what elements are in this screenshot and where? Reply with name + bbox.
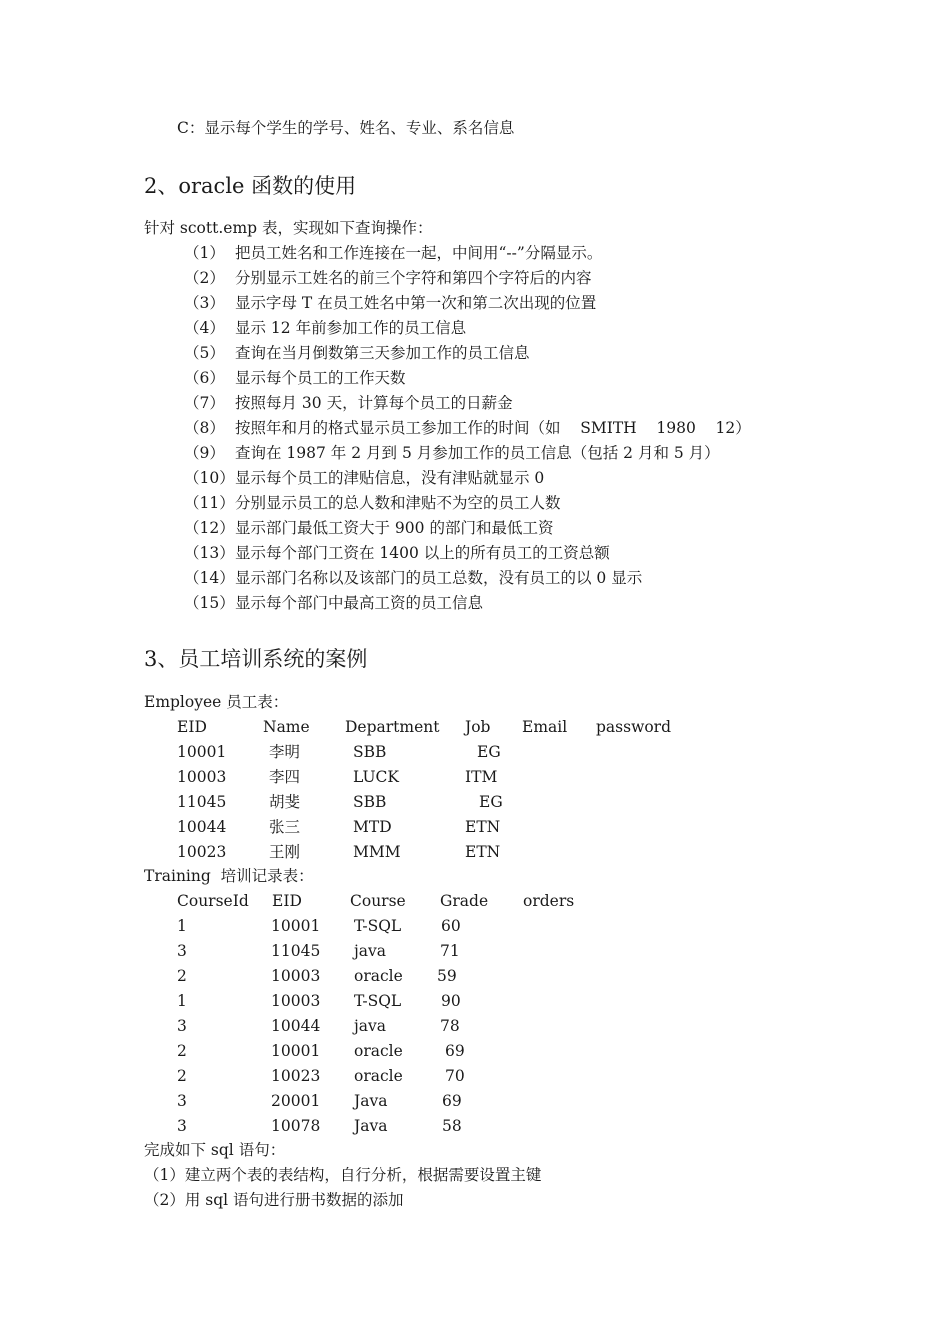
- table-cell: Java: [354, 1117, 388, 1135]
- list-item-number: （11）: [184, 494, 235, 512]
- list-item-text: 把员工姓名和工作连接在一起，中间用“--”分隔显示。: [235, 244, 603, 262]
- table-cell: 78: [440, 1017, 460, 1035]
- table-cell: 10078: [271, 1117, 321, 1135]
- list-item-number: （8）: [184, 419, 225, 437]
- table-cell: oracle: [354, 1042, 403, 1060]
- table-cell: oracle: [354, 1067, 403, 1085]
- list-item-number: （6）: [184, 369, 225, 387]
- table-cell: 10001: [177, 743, 227, 761]
- table-cell: java: [354, 942, 387, 960]
- training-table-title: Training 培训记录表：: [144, 867, 314, 885]
- section2-heading: 2、oracle 函数的使用: [144, 174, 357, 198]
- list-item-text: 显示部门最低工资大于 900 的部门和最低工资: [235, 519, 554, 537]
- list-item-number: （3）: [184, 294, 225, 312]
- table-cell: 11045: [271, 942, 321, 960]
- table-cell: MTD: [353, 818, 392, 836]
- table-cell: 李四: [269, 768, 301, 786]
- list-item-text: 按照每月 30 天，计算每个员工的日薪金: [235, 394, 513, 412]
- table-cell: SBB: [353, 793, 387, 811]
- list-item-text: 显示每个员工的工作天数: [235, 369, 406, 387]
- table-cell: 69: [442, 1092, 462, 1110]
- table-cell: 3: [177, 942, 187, 960]
- table-cell: 3: [177, 1092, 187, 1110]
- tasks-title: 完成如下 sql 语句：: [144, 1141, 286, 1159]
- list-item-number: （1）: [184, 244, 225, 262]
- table-cell: 3: [177, 1017, 187, 1035]
- table-cell: 10001: [271, 917, 321, 935]
- column-header: password: [596, 718, 672, 736]
- column-header: orders: [523, 892, 575, 910]
- table-cell: 69: [445, 1042, 465, 1060]
- table-cell: EG: [477, 743, 501, 761]
- table-cell: 胡斐: [269, 793, 301, 811]
- column-header: EID: [272, 892, 302, 910]
- table-cell: 11045: [177, 793, 227, 811]
- section3-heading: 3、员工培训系统的案例: [144, 647, 368, 671]
- table-cell: Java: [354, 1092, 388, 1110]
- table-cell: 1: [177, 992, 187, 1010]
- table-cell: T-SQL: [354, 917, 402, 935]
- table-cell: 10023: [177, 843, 227, 861]
- table-cell: 59: [437, 967, 457, 985]
- list-item-text: 分别显示工姓名的前三个字符和第四个字符后的内容: [235, 269, 592, 287]
- table-cell: 10003: [271, 992, 321, 1010]
- table-cell: EG: [479, 793, 503, 811]
- table-cell: 张三: [269, 818, 301, 836]
- column-header: CourseId: [177, 892, 249, 910]
- list-item-number: （14）: [184, 569, 235, 587]
- list-item-text: 显示每个部门工资在 1400 以上的所有员工的工资总额: [235, 544, 610, 562]
- table-cell: java: [354, 1017, 387, 1035]
- table-cell: oracle: [354, 967, 403, 985]
- table-cell: 王刚: [269, 843, 301, 861]
- list-item-text: 查询在 1987 年 2 月到 5 月参加工作的员工信息（包括 2 月和 5 月）: [235, 444, 720, 462]
- column-header: Job: [465, 718, 491, 736]
- list-item-number: （5）: [184, 344, 225, 362]
- list-item-text: 显示每个员工的津贴信息，没有津贴就显示 0: [235, 469, 545, 487]
- table-cell: 2: [177, 967, 187, 985]
- table-cell: 李明: [269, 743, 301, 761]
- table-cell: SBB: [353, 743, 387, 761]
- section2-intro: 针对 scott.emp 表，实现如下查询操作：: [144, 219, 433, 237]
- list-item-text: 显示 12 年前参加工作的员工信息: [235, 319, 467, 337]
- table-cell: 90: [441, 992, 461, 1010]
- table-cell: 10001: [271, 1042, 321, 1060]
- list-item-text: 分别显示员工的总人数和津贴不为空的员工人数: [235, 494, 561, 512]
- column-header: EID: [177, 718, 207, 736]
- list-item-text: 显示字母 T 在员工姓名中第一次和第二次出现的位置: [235, 294, 597, 312]
- table-cell: 10003: [271, 967, 321, 985]
- employee-table-title: Employee 员工表：: [144, 693, 289, 711]
- table-cell: 20001: [271, 1092, 321, 1110]
- list-item-text: 显示部门名称以及该部门的员工总数，没有员工的以 0 显示: [235, 569, 643, 587]
- table-cell: 1: [177, 917, 187, 935]
- list-item-number: （15）: [184, 594, 235, 612]
- table-cell: 2: [177, 1067, 187, 1085]
- table-cell: 10023: [271, 1067, 321, 1085]
- list-item-number: （7）: [184, 394, 225, 412]
- table-cell: 10044: [177, 818, 227, 836]
- list-item-number: （9）: [184, 444, 225, 462]
- task-item: （1）建立两个表的表结构，自行分析，根据需要设置主键: [144, 1166, 542, 1184]
- table-cell: ITM: [465, 768, 498, 786]
- table-cell: 70: [445, 1067, 465, 1085]
- table-cell: ETN: [465, 843, 501, 861]
- item-c-text: C：显示每个学生的学号、姓名、专业、系名信息: [177, 119, 515, 137]
- column-header: Department: [345, 718, 440, 736]
- list-item-text: 查询在当月倒数第三天参加工作的员工信息: [235, 344, 530, 362]
- column-header: Name: [263, 718, 310, 736]
- table-cell: 2: [177, 1042, 187, 1060]
- list-item-number: （13）: [184, 544, 235, 562]
- column-header: Grade: [440, 892, 489, 910]
- list-item-number: （4）: [184, 319, 225, 337]
- table-cell: ETN: [465, 818, 501, 836]
- list-item-text: 显示每个部门中最高工资的员工信息: [235, 594, 484, 612]
- table-cell: T-SQL: [354, 992, 402, 1010]
- table-cell: 58: [442, 1117, 462, 1135]
- list-item-number: （2）: [184, 269, 225, 287]
- list-item-text: 按照年和月的格式显示员工参加工作的时间（如 SMITH 1980 12）: [235, 419, 751, 437]
- table-cell: 10003: [177, 768, 227, 786]
- task-item: （2）用 sql 语句进行册书数据的添加: [144, 1191, 404, 1209]
- table-cell: 10044: [271, 1017, 321, 1035]
- table-cell: 3: [177, 1117, 187, 1135]
- column-header: Course: [350, 892, 406, 910]
- list-item-number: （10）: [184, 469, 235, 487]
- table-cell: 71: [440, 942, 460, 960]
- table-cell: MMM: [353, 843, 401, 861]
- column-header: Email: [522, 718, 568, 736]
- table-cell: LUCK: [353, 768, 399, 786]
- table-cell: 60: [441, 917, 461, 935]
- list-item-number: （12）: [184, 519, 235, 537]
